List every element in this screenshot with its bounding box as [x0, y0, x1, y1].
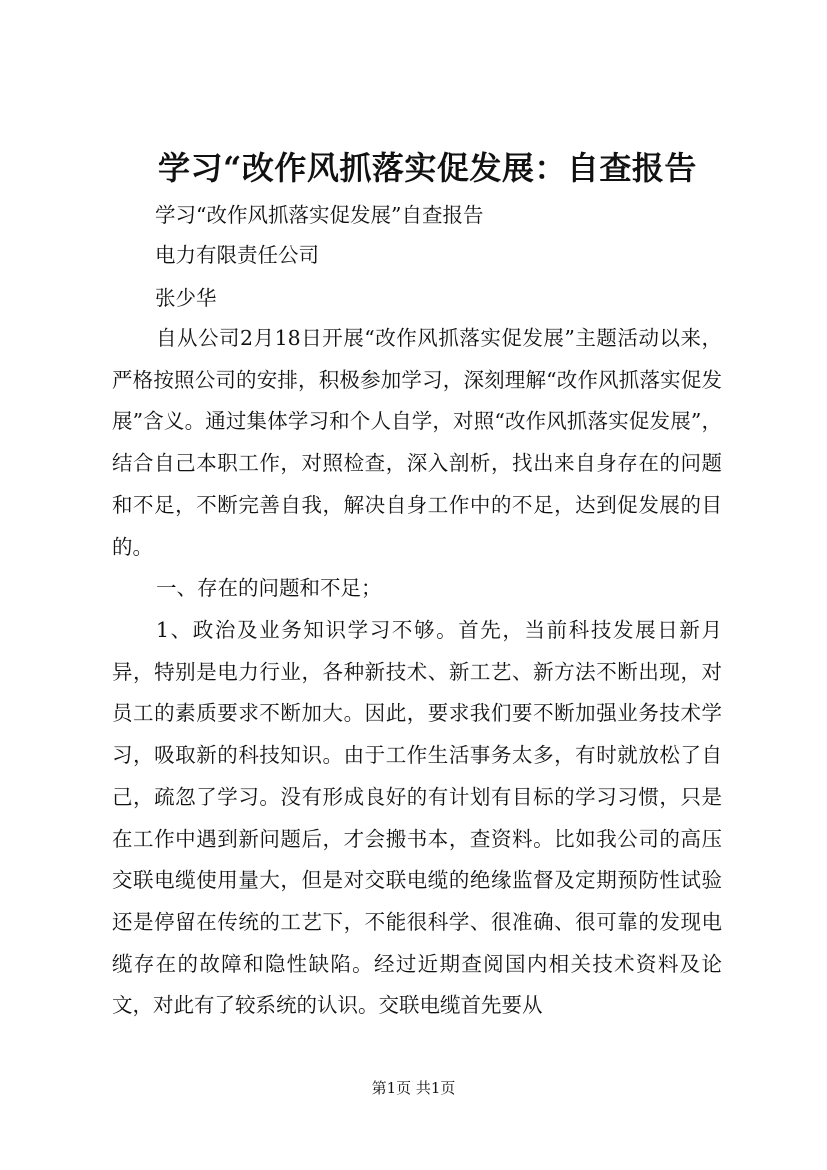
- organization-name: 电力有限责任公司: [155, 243, 319, 267]
- document-title: 学习“改作风抓落实促发展：自查报告: [158, 149, 697, 187]
- page-footer: 第1页 共1页: [371, 1079, 456, 1097]
- author-name: 张少华: [155, 286, 217, 310]
- body-paragraph-intro: 自从公司2月18日开展“改作风抓落实促发展”主题活动以来，严格按照公司的安排，积极参加学习，深刻理解“改作风抓落实促发展”含义。通过集体学习和个人自学，对照“改作风抓落实促发展”，结合自己本职工作，对照检查，深入剖析，找出来自身存在的问题和不足，不断完善自我，解决自身工作中的不足，达到促发展的目的。: [112, 326, 722, 559]
- section-heading-problems: 一、存在的问题和不足；: [156, 576, 382, 600]
- document-subtitle: 学习“改作风抓落实促发展”自查报告: [155, 203, 484, 227]
- body-paragraph-item-1: 1、政治及业务知识学习不够。首先，当前科技发展日新月异，特别是电力行业，各种新技术、新工艺、新方法不断出现，对员工的素质要求不断加大。因此，要求我们要不断加强业务技术学习，吸取新的科技知识。由于工作生活事务太多，有时就放松了自己，疏忽了学习。没有形成良好的有计划有目标的学习习惯，只是在工作中遇到新问题后，才会搬书本，查资料。比如我公司的高压交联电缆使用量大，但是对交联电缆的绝缘监督及定期预防性试验还是停留在传统的工艺下，不能很科学、很准确、很可靠的发现电缆存在的故障和隐性缺陷。经过近期查阅国内相关技术资料及论文，对此有了较系统的认识。交联电缆首先要从: [112, 618, 722, 1018]
